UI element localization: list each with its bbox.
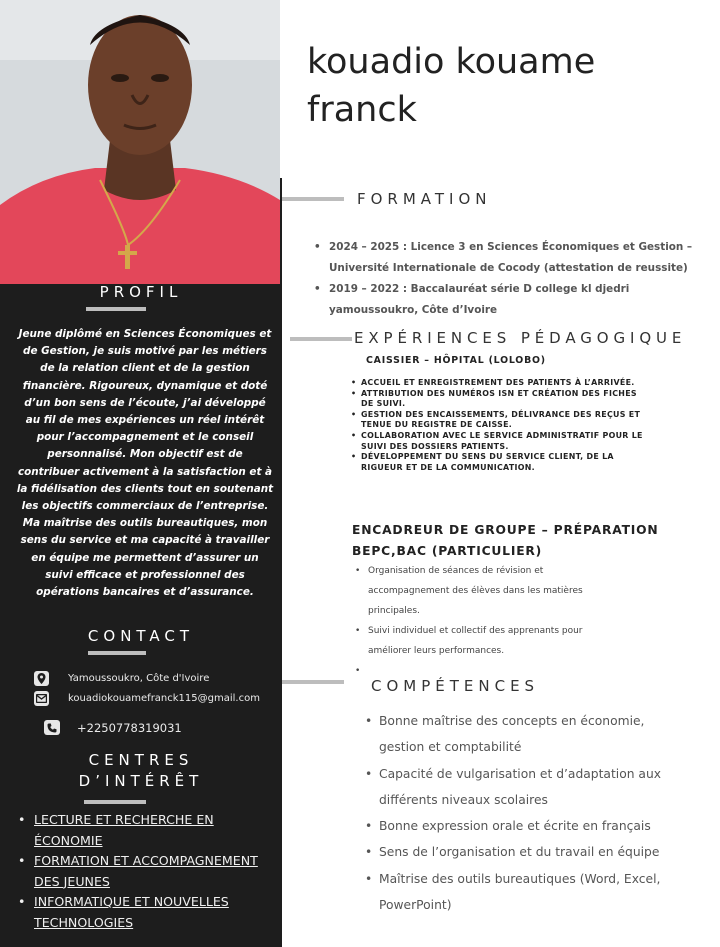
contact-heading: CONTACT [87, 627, 195, 645]
interest-item[interactable]: • FORMATION ET ACCOMPAGNEMENT DES JEUNES [16, 851, 280, 892]
formation-item: • 2024 – 2025 : Licence 3 en Sciences Économiques et Gestion – Université Internationale de Cocody (attestation de reussite) [314, 237, 714, 279]
competence-item: • Maîtrise des outils bureautiques (Word, Excel, PowerPoint) [363, 866, 693, 919]
competences-list [363, 708, 693, 918]
job1-task: • DÉVELOPPEMENT DU SENS DU SERVICE CLIENT, DE LA RIGUEUR ET DE LA COMMUNICATION. [348, 452, 648, 473]
name-line-1: kouadio kouame [307, 42, 596, 82]
job2-task: • Organisation de séances de révision et accompagnement des élèves dans les matières principales. [352, 561, 614, 621]
job2-tasks [352, 561, 614, 681]
contact-location [34, 671, 209, 686]
competence-item: • Capacité de vulgarisation et d’adaptation aux différents niveaux scolaires [363, 761, 693, 814]
contact-divider [88, 651, 146, 655]
experiences-divider [290, 337, 352, 341]
competences-heading: COMPÉTENCES [371, 677, 540, 695]
contact-email[interactable] [34, 691, 260, 706]
profil-divider [86, 307, 146, 311]
profil-heading: PROFIL [99, 283, 183, 301]
interests-list [16, 810, 280, 933]
job2-title: ENCADREUR DE GROUPE – PRÉPARATION BEPC,BAC (PARTICULIER) [352, 523, 659, 558]
job2-task: • Suivi individuel et collectif des apprenants pour améliorer leurs performances. [352, 621, 614, 661]
formation-list [314, 237, 714, 321]
envelope-icon [34, 691, 49, 706]
job1-title: CAISSIER – HÔPITAL (LOLOBO) [366, 355, 546, 366]
email-text[interactable]: kouadiokouamefranck115@gmail.com [68, 693, 260, 704]
job1-task: • GESTION DES ENCAISSEMENTS, DÉLIVRANCE DES REÇUS ET TENUE DU REGISTRE DE CAISSE. [348, 410, 648, 431]
formation-item: • 2019 – 2022 : Baccalauréat série D college kl djedri yamoussoukro, Côte d’Ivoire [314, 279, 714, 321]
location-pin-icon [34, 671, 49, 686]
job1-tasks [348, 378, 648, 473]
formation-heading: FORMATION [357, 190, 492, 208]
competence-item: • Sens de l’organisation et du travail en équipe [363, 839, 693, 865]
interests-divider [84, 800, 146, 804]
phone-icon [44, 720, 60, 735]
location-text: Yamoussoukro, Côte d'Ivoire [68, 673, 210, 684]
job1-task: • ACCUEIL ET ENREGISTREMENT DES PATIENTS À L’ARRIVÉE. [348, 378, 648, 389]
profil-text: Jeune diplômé en Sciences Économiques et de Gestion, je suis motivé par les métiers de la relation client et de la gestion financière. Rigoureux, dynamique et doté d’un bon sens de l’écoute, j’ai développé au fil de mes expériences un réel intérêt pour l’accompagnement et le conseil personnalisé. Mon objectif est de contribuer activement à la satisfaction et à la fidélisation des clients tout en soutenant les objectifs commerciaux de l’entreprise. Ma maîtrise des outils bureautiques, mon sens du service et ma capacité à travailler en équipe me permettent d’assurer un suivi efficace et professionnel des opérations bancaires et d’assurance. [16, 328, 274, 599]
competence-item: • Bonne maîtrise des concepts en économie, gestion et comptabilité [363, 708, 693, 761]
name-line-2: franck [307, 90, 417, 130]
interest-item[interactable]: • LECTURE ET RECHERCHE EN ÉCONOMIE [16, 810, 280, 851]
job1-task: • COLLABORATION AVEC LE SERVICE ADMINISTRATIF POUR LE SUIVI DES DOSSIERS PATIENTS. [348, 431, 648, 452]
interests-heading-line-1: CENTRES [88, 751, 194, 769]
competence-item: • Bonne expression orale et écrite en français [363, 813, 693, 839]
formation-divider [282, 197, 344, 201]
interests-heading [0, 750, 282, 792]
experiences-heading: EXPÉRIENCES PÉDAGOGIQUE [354, 329, 687, 347]
profile-photo [0, 0, 280, 284]
interest-item[interactable]: • INFORMATIQUE ET NOUVELLES TECHNOLOGIES [16, 892, 280, 933]
phone-text[interactable]: +2250778319031 [77, 720, 182, 735]
interests-heading-line-2: D’INTÉRÊT [78, 772, 204, 790]
job1-task: • ATTRIBUTION DES NUMÉROS ISN ET CRÉATION DES FICHES DE SUIVI. [348, 389, 648, 410]
contact-phone[interactable] [44, 720, 182, 735]
competences-divider [282, 680, 344, 684]
candidate-name [307, 38, 595, 134]
